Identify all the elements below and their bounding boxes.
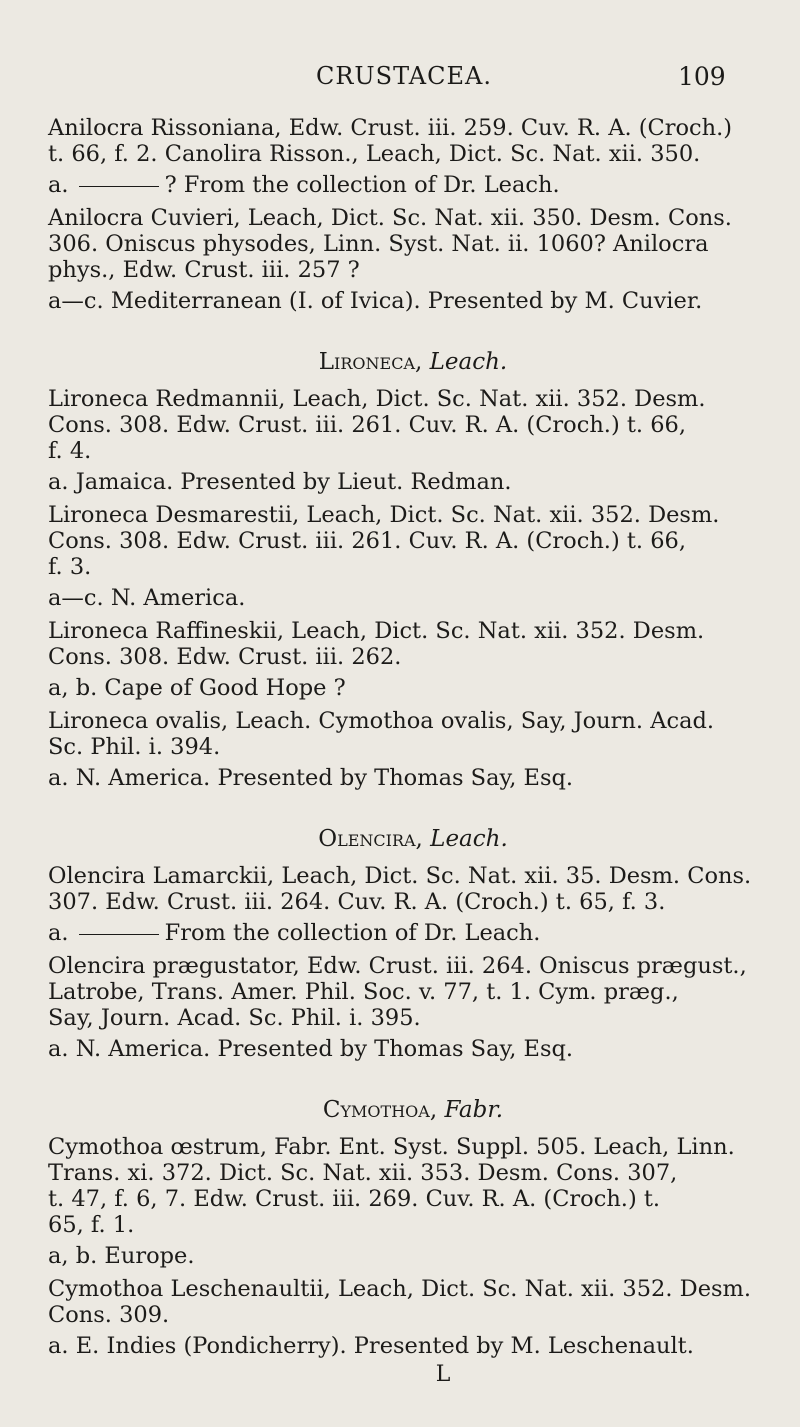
genus-heading: Cymothoa, Fabr. xyxy=(322,1097,504,1123)
entry-line: Cons. 308. Edw. Crust. iii. 262. xyxy=(48,644,402,670)
entry-line: t. 66, f. 2. Canolira Risson., Leach, Dict. Sc. Nat. xii. 350. xyxy=(48,141,701,167)
catalogue-body xyxy=(48,115,778,1388)
specimen-locality: a. N. America. Presented by Thomas Say, Esq. xyxy=(48,765,574,791)
species-entry xyxy=(48,953,778,1031)
species-entry xyxy=(48,386,778,464)
entry-line: 307. Edw. Crust. iii. 264. Cuv. R. A. (Croch.) t. 65, f. 3. xyxy=(48,889,666,915)
entry-line: Cymothoa Leschenaultii, Leach, Dict. Sc. Nat. xii. 352. Desm. xyxy=(48,1276,752,1302)
entry-line: 65, f. 1. xyxy=(48,1212,135,1238)
species-entry xyxy=(48,708,778,760)
specimen-locality: a. ? From the collection of Dr. Leach. xyxy=(48,172,560,198)
entry-line: f. 4. xyxy=(48,438,92,464)
entry-line: phys., Edw. Crust. iii. 257 ? xyxy=(48,257,360,283)
page-number: 109 xyxy=(678,62,726,91)
entry-line: 306. Oniscus physodes, Linn. Syst. Nat. ii. 1060? Anilocra xyxy=(48,231,709,257)
entry-line: Say, Journ. Acad. Sc. Phil. i. 395. xyxy=(48,1005,421,1031)
entry-line: Latrobe, Trans. Amer. Phil. Soc. v. 77, t. 1. Cym. præg., xyxy=(48,979,679,1005)
entry-line: Olencira Lamarckii, Leach, Dict. Sc. Nat. xii. 35. Desm. Cons. xyxy=(48,863,752,889)
entry-line: t. 47, f. 6, 7. Edw. Crust. iii. 269. Cuv. R. A. (Croch.) t. xyxy=(48,1186,661,1212)
genus-heading: Olencira, Leach. xyxy=(318,826,508,852)
genus-heading: Lironeca, Leach. xyxy=(318,349,508,375)
entry-line: Lironeca Desmarestii, Leach, Dict. Sc. Nat. xii. 352. Desm. xyxy=(48,502,720,528)
entry-line: Cons. 308. Edw. Crust. iii. 261. Cuv. R. A. (Croch.) t. 66, xyxy=(48,528,687,554)
ditto-rule xyxy=(79,186,159,187)
entry-line: Trans. xi. 372. Dict. Sc. Nat. xii. 353. Desm. Cons. 307, xyxy=(48,1160,678,1186)
entry-line: Sc. Phil. i. 394. xyxy=(48,734,221,760)
specimen-locality: a, b. Cape of Good Hope ? xyxy=(48,675,346,701)
entry-line: Anilocra Rissoniana, Edw. Crust. iii. 259. Cuv. R. A. (Croch.) xyxy=(48,115,733,141)
species-entry xyxy=(48,1134,778,1238)
species-entry xyxy=(48,502,778,580)
species-entry xyxy=(48,863,778,915)
running-title: CRUSTACEA. xyxy=(316,62,492,90)
specimen-locality: a—c. N. America. xyxy=(48,585,246,611)
entry-line: f. 3. xyxy=(48,554,92,580)
entry-line: Anilocra Cuvieri, Leach, Dict. Sc. Nat. xii. 350. Desm. Cons. xyxy=(48,205,732,231)
running-head xyxy=(0,62,800,102)
entry-line: Lironeca Redmannii, Leach, Dict. Sc. Nat. xii. 352. Desm. xyxy=(48,386,706,412)
ditto-rule xyxy=(79,934,159,935)
species-entry xyxy=(48,115,778,167)
entry-line: Olencira prægustator, Edw. Crust. iii. 264. Oniscus prægust., xyxy=(48,953,747,979)
specimen-locality: a, b. Europe. xyxy=(48,1243,195,1269)
specimen-locality: a. E. Indies (Pondicherry). Presented by M. Leschenault. xyxy=(48,1333,694,1359)
specimen-locality: a. Jamaica. Presented by Lieut. Redman. xyxy=(48,469,512,495)
entry-line: Cons. 308. Edw. Crust. iii. 261. Cuv. R. A. (Croch.) t. 66, xyxy=(48,412,687,438)
entry-line: Cons. 309. xyxy=(48,1302,170,1328)
signature-mark: L xyxy=(435,1362,451,1387)
species-entry xyxy=(48,1276,778,1328)
entry-line: Lironeca Raffineskii, Leach, Dict. Sc. Nat. xii. 352. Desm. xyxy=(48,618,705,644)
specimen-locality: a. From the collection of Dr. Leach. xyxy=(48,920,541,946)
species-entry xyxy=(48,618,778,670)
species-entry xyxy=(48,205,778,283)
entry-line: Cymothoa œstrum, Fabr. Ent. Syst. Suppl. 505. Leach, Linn. xyxy=(48,1134,735,1160)
specimen-locality: a—c. Mediterranean (I. of Ivica). Presented by M. Cuvier. xyxy=(48,288,703,314)
specimen-locality: a. N. America. Presented by Thomas Say, Esq. xyxy=(48,1036,574,1062)
entry-line: Lironeca ovalis, Leach. Cymothoa ovalis, Say, Journ. Acad. xyxy=(48,708,715,734)
